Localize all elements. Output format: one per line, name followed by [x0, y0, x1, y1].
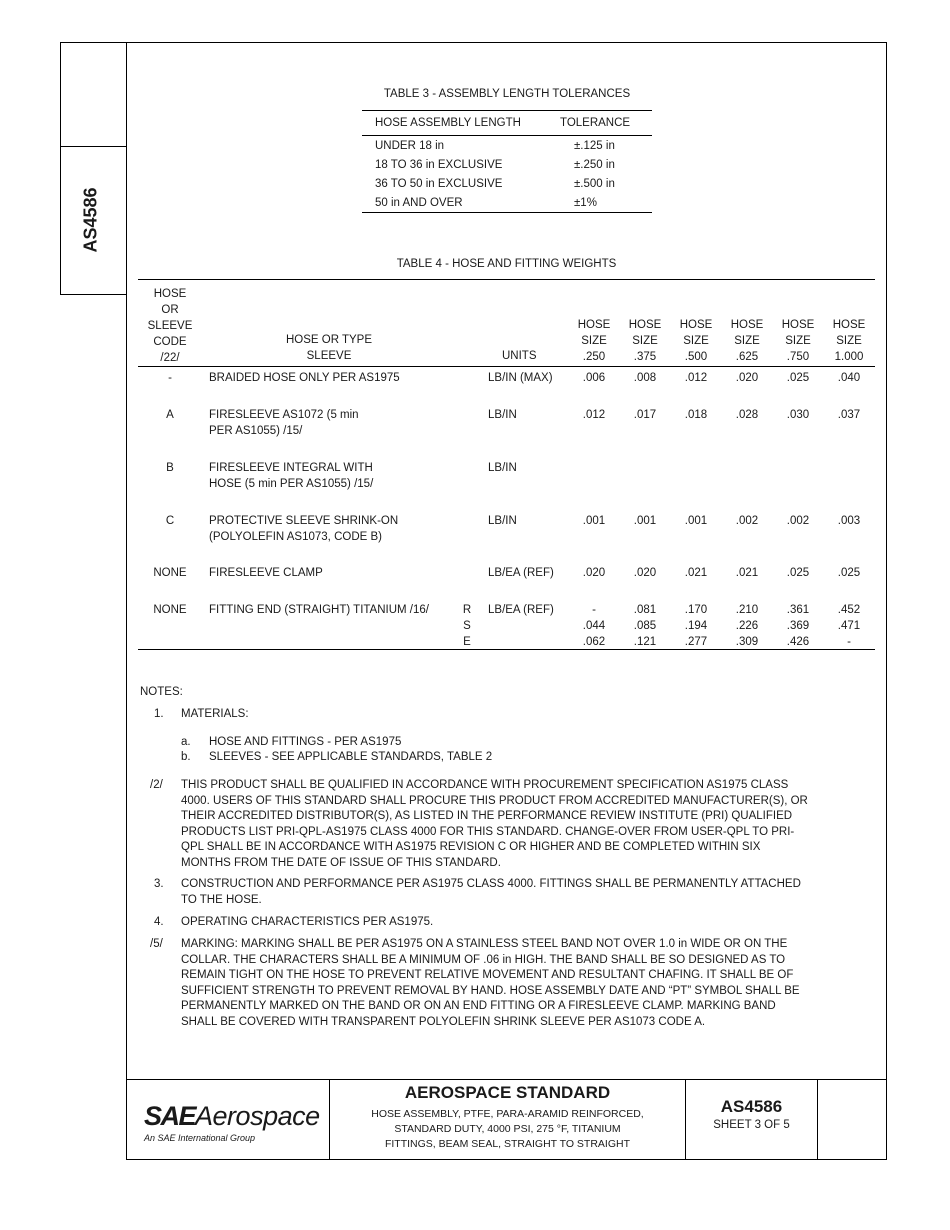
table4-value: .008: [633, 372, 657, 384]
note-text: OPERATING CHARACTERISTICS PER AS1975.: [181, 916, 434, 928]
note-text: SLEEVES - SEE APPLICABLE STANDARDS, TABLE 2: [209, 751, 493, 763]
subrow-label: E: [463, 636, 471, 648]
table4-header-code: [140, 286, 200, 366]
logo-aerospace-text: Aerospace: [195, 1101, 320, 1131]
table4-header-size: [620, 317, 670, 365]
subrow-label: S: [463, 620, 471, 632]
table4-header-size: [671, 317, 721, 365]
table4-code: -: [168, 372, 172, 384]
sheet-number: SHEET 3 OF 5: [713, 1119, 790, 1131]
notes-heading: NOTES:: [140, 686, 183, 698]
table4-value: .012: [684, 372, 708, 384]
desc-line: PROTECTIVE SLEEVE SHRINK-ON: [209, 515, 399, 527]
table4-value: .017: [633, 409, 657, 421]
table4-header-size: [569, 317, 619, 365]
table4-value: .085: [633, 620, 657, 632]
side-box-top: [60, 42, 127, 147]
table4-value: -: [592, 604, 596, 616]
table4-value: .194: [684, 620, 708, 632]
table4-desc: FIRESLEEVE CLAMP: [209, 567, 323, 579]
table4-code: C: [165, 515, 175, 527]
table3-cell: 50 in AND OVER: [375, 196, 463, 209]
table4-value: .081: [633, 604, 657, 616]
note-line: 4000. USERS OF THIS STANDARD SHALL PROCURE THIS PRODUCT FROM ACCREDITED MANUFACTURER(S), OR: [181, 794, 808, 807]
desc-line: HOSE (5 min PER AS1055) /15/: [209, 478, 374, 490]
table4-header-size: [722, 317, 772, 365]
table3-cell: ±.500 in: [574, 177, 615, 190]
table4-units: LB/EA (REF): [488, 604, 554, 616]
table4-desc: [209, 460, 373, 492]
note-number: /2/: [150, 779, 163, 791]
header-line: .375: [633, 351, 657, 363]
table3-bottom-rule: [362, 212, 652, 213]
table3-cell: ±1%: [574, 196, 597, 209]
header-line: HOSE: [628, 319, 662, 331]
table3-header-length: HOSE ASSEMBLY LENGTH: [375, 117, 521, 129]
table4-value-col: [620, 602, 670, 650]
note-line: PERMANENTLY MARKED ON THE BAND OR ON AN END FITTING OR A FIRESLEEVE CLAMP. MARKING BAND: [181, 1000, 776, 1013]
note-number: b.: [181, 751, 191, 763]
table4-value: .471: [837, 620, 861, 632]
table4-title: TABLE 4 - HOSE AND FITTING WEIGHTS: [396, 258, 617, 270]
note-line: THIS PRODUCT SHALL BE QUALIFIED IN ACCORDANCE WITH PROCUREMENT SPECIFICATION AS1975 CLASS: [181, 779, 789, 791]
note-line: THEIR ACCREDITED DISTRIBUTOR(S), AS LISTED IN THE PERFORMANCE REVIEW INSTITUTE (PRI) QUALIFIED: [181, 810, 793, 823]
footer-divider: [817, 1079, 818, 1160]
desc-line: FIRESLEEVE INTEGRAL WITH: [209, 462, 373, 474]
table4-units: LB/IN: [488, 409, 517, 421]
table4-units: LB/EA (REF): [488, 567, 554, 579]
table4-units: LB/IN: [488, 515, 517, 527]
note-number: 4.: [154, 916, 164, 928]
doc-number: AS4586: [720, 1097, 783, 1116]
header-line: SIZE: [581, 335, 607, 347]
note-line: QPL SHALL BE IN ACCORDANCE WITH AS1975 REVISION C OR HIGHER AND BE COMPLETED WITHIN SIX: [181, 841, 761, 854]
note-line: REMAIN TIGHT ON THE HOSE TO PREVENT RELATIVE MOVEMENT AND RESULTANT CHAFING. IT SHALL BE OF: [181, 969, 794, 982]
desc-line: FIRESLEEVE AS1072 (5 min: [209, 409, 359, 421]
note-number: 3.: [154, 878, 164, 890]
table3-cell: 36 TO 50 in EXCLUSIVE: [375, 177, 503, 190]
table4-value: .020: [582, 567, 606, 579]
table4-value-col: [569, 602, 619, 650]
table4-value: .003: [837, 515, 861, 527]
note-line: MARKING: MARKING SHALL BE PER AS1975 ON A STAINLESS STEEL BAND NOT OVER 1.0 in WIDE OR ON THE: [181, 938, 788, 950]
description-line: HOSE ASSEMBLY, PTFE, PARA-ARAMID REINFORCED,: [371, 1108, 644, 1120]
header-line: 1.000: [834, 351, 864, 363]
table4-value: .025: [786, 372, 810, 384]
fitting-subrow-label: [460, 602, 474, 650]
note-line: TO THE HOSE.: [181, 893, 262, 906]
header-line: HOSE: [781, 319, 815, 331]
table4-value-col: [824, 602, 874, 650]
side-doc-id: AS4586: [80, 187, 101, 253]
table4-value: .006: [582, 372, 606, 384]
table4-value: .012: [582, 409, 606, 421]
note-text: MATERIALS:: [181, 708, 249, 720]
note-text: [181, 937, 800, 1031]
table4-units: LB/IN (MAX): [488, 372, 553, 384]
header-line: SLEEVE: [147, 320, 193, 332]
table4-value: .002: [786, 515, 810, 527]
table4-top-rule: [138, 279, 875, 280]
table-row: [362, 193, 652, 212]
table4-header-rule: [138, 366, 875, 367]
table3-header: [362, 110, 652, 136]
header-line: SIZE: [836, 335, 862, 347]
table4-value: .044: [582, 620, 606, 632]
table4-desc: FITTING END (STRAIGHT) TITANIUM /16/: [209, 604, 429, 616]
table4-value: .309: [735, 636, 759, 648]
table4-value: .361: [786, 604, 810, 616]
table-row: [362, 136, 652, 155]
table-row: [362, 155, 652, 174]
note-line: MONTHS FROM THE DATE OF ISSUE OF THIS STANDARD.: [181, 856, 501, 869]
logo-sae-text: SAE: [144, 1101, 196, 1131]
table4-value: .040: [837, 372, 861, 384]
table3-cell: 18 TO 36 in EXCLUSIVE: [375, 158, 503, 171]
table4-value: -: [847, 636, 851, 648]
table4-value: .277: [684, 636, 708, 648]
note-number: 1.: [154, 708, 164, 720]
desc-line: PER AS1055) /15/: [209, 425, 303, 437]
subrow-label: R: [462, 604, 472, 616]
document-description: [330, 1107, 685, 1152]
header-line: SIZE: [734, 335, 760, 347]
note-text: [181, 877, 801, 908]
note-line: SUFFICIENT STRENGTH TO PREVENT REMOVAL BY HAND. HOSE ASSEMBLY DATE AND “PT” SYMBOL SHALL BE: [181, 984, 800, 997]
header-line: OR: [161, 304, 179, 316]
table4-value: .170: [684, 604, 708, 616]
header-line: HOSE: [832, 319, 866, 331]
header-line: HOSE: [577, 319, 611, 331]
note-line: PRODUCTS LIST PRI-QPL-AS1975 CLASS 4000 FOR THIS STANDARD. CHANGE-OVER FROM USER-QPL TO PRI-: [181, 825, 795, 838]
desc-line: (POLYOLEFIN AS1073, CODE B): [209, 531, 382, 543]
table4-value: .121: [633, 636, 657, 648]
table-row: [362, 174, 652, 193]
header-line: SIZE: [683, 335, 709, 347]
table4-value: .028: [735, 409, 759, 421]
table4-value: .020: [633, 567, 657, 579]
description-line: STANDARD DUTY, 4000 PSI, 275 °F, TITANIUM: [394, 1123, 621, 1135]
table4-value: .426: [786, 636, 810, 648]
table3-header-tolerance: TOLERANCE: [560, 117, 631, 129]
table4-value: .452: [837, 604, 861, 616]
table4-code: NONE: [153, 604, 187, 616]
header-line: CODE: [153, 336, 187, 348]
table4-header-units: UNITS: [502, 350, 537, 362]
header-line: .500: [684, 351, 708, 363]
table4-value: .037: [837, 409, 861, 421]
header-line: SIZE: [785, 335, 811, 347]
table4-value: .210: [735, 604, 759, 616]
table4-header-type: [229, 332, 429, 364]
note-line: COLLAR. THE CHARACTERS SHALL BE A MINIMUM OF .06 in HIGH. THE BAND SHALL BE SO DESIGNED AS TO: [181, 953, 786, 966]
header-line: SLEEVE: [306, 350, 352, 362]
description-line: FITTINGS, BEAM SEAL, STRAIGHT TO STRAIGHT: [384, 1138, 631, 1150]
table4-value: .002: [735, 515, 759, 527]
header-line: /22/: [160, 352, 180, 364]
table4-value: .020: [735, 372, 759, 384]
table4-header-size: [773, 317, 823, 365]
table4-value: .030: [786, 409, 810, 421]
table4-value: .021: [684, 567, 708, 579]
table4-desc: [209, 513, 398, 545]
sae-aerospace-logo: [144, 1102, 320, 1143]
table4-header-size: [824, 317, 874, 365]
table3-cell: UNDER 18 in: [375, 139, 445, 152]
table4-value: .018: [684, 409, 708, 421]
table3: [362, 110, 652, 213]
table4-value: .226: [735, 620, 759, 632]
header-line: HOSE: [730, 319, 764, 331]
note-number: a.: [181, 736, 191, 748]
table4-value: .021: [735, 567, 759, 579]
table4-value: .369: [786, 620, 810, 632]
table4-value: .001: [633, 515, 657, 527]
table4-value: .001: [582, 515, 606, 527]
table4-code: B: [166, 462, 174, 474]
table4-value: .025: [786, 567, 810, 579]
header-line: .750: [786, 351, 810, 363]
table3-cell: ±.250 in: [574, 158, 615, 171]
table4-value-col: [773, 602, 823, 650]
table4-value-col: [722, 602, 772, 650]
table4-desc: [209, 407, 359, 439]
note-text: [181, 778, 808, 872]
header-line: .250: [582, 351, 606, 363]
header-line: .625: [735, 351, 759, 363]
table4-code: NONE: [153, 567, 187, 579]
note-line: CONSTRUCTION AND PERFORMANCE PER AS1975 CLASS 4000. FITTINGS SHALL BE PERMANENTLY ATTACHED: [181, 878, 801, 890]
table4-value: .001: [684, 515, 708, 527]
table4-value: .062: [582, 636, 606, 648]
note-line: SHALL BE COVERED WITH TRANSPARENT POLYOLEFIN SHRINK SLEEVE PER AS1073 CODE A.: [181, 1015, 706, 1028]
standard-title: AEROSPACE STANDARD: [404, 1083, 611, 1102]
header-line: HOSE: [679, 319, 713, 331]
table4-value: .025: [837, 567, 861, 579]
table3-cell: ±.125 in: [574, 139, 615, 152]
header-line: SIZE: [632, 335, 658, 347]
table4-units: LB/IN: [488, 462, 517, 474]
note-number: /5/: [150, 938, 163, 950]
table4-code: A: [166, 409, 174, 421]
note-text: HOSE AND FITTINGS - PER AS1975: [209, 736, 402, 748]
table3-title: TABLE 3 - ASSEMBLY LENGTH TOLERANCES: [383, 88, 631, 100]
table4-desc: BRAIDED HOSE ONLY PER AS1975: [209, 372, 400, 384]
table4-value-col: [671, 602, 721, 650]
logo-subtitle: An SAE International Group: [144, 1133, 256, 1143]
header-line: HOSE: [153, 288, 187, 300]
header-line: HOSE OR TYPE: [285, 334, 373, 346]
